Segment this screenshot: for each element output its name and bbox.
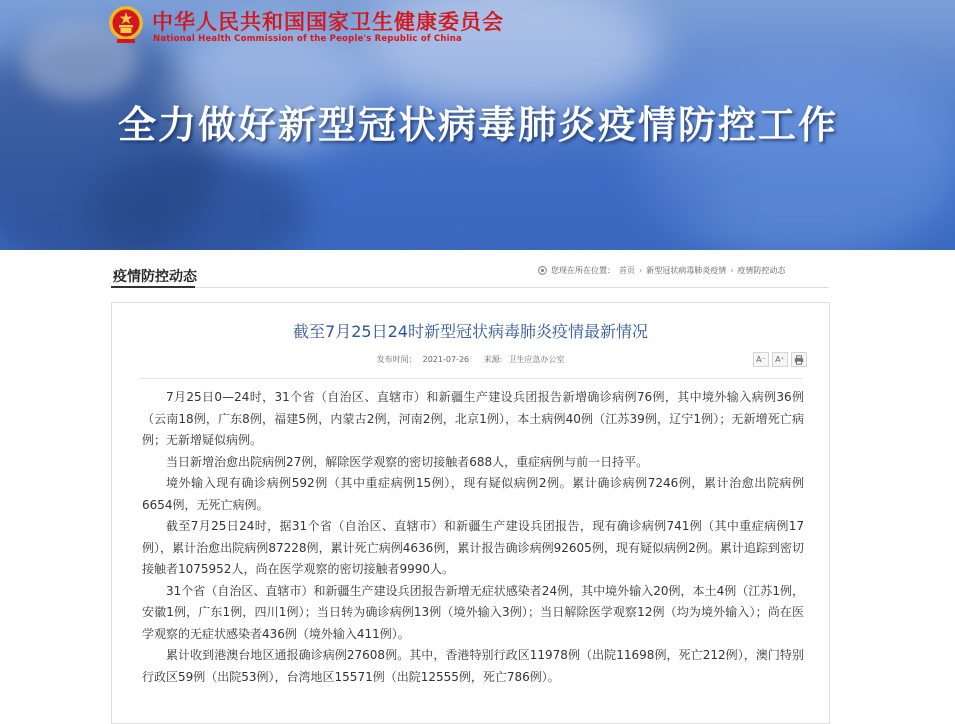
breadcrumb-item-home[interactable]: 首页: [619, 266, 635, 275]
article-card: [111, 302, 830, 724]
publish-date: 2021-07-26: [422, 355, 470, 364]
article-source: [481, 355, 568, 364]
publish-label: 发布时间：: [376, 355, 417, 364]
article-divider: [140, 378, 802, 379]
font-smaller-button[interactable]: A⁻: [753, 352, 769, 367]
breadcrumb-prefix: 您现在所在位置：: [551, 266, 615, 275]
printer-icon: [794, 355, 804, 365]
breadcrumb-item-covid[interactable]: 新型冠状病毒肺炎疫情: [646, 266, 727, 275]
location-icon: [538, 266, 547, 275]
article-paragraph: 31个省（自治区、直辖市）和新疆生产建设兵团报告新增无症状感染者24例，其中境外输入20例，本土4例（江苏1例，安徽1例，广东1例，四川1例）；当日转为确诊病例13例（境外输入3例）；当日解除医学观察12例（均为境外输入）；尚在医学观察的无症状感染者436例（境外输入411例）。: [142, 583, 804, 641]
article-meta: [112, 354, 829, 365]
banner-title: 全力做好新型冠状病毒肺炎疫情防控工作: [118, 103, 839, 147]
breadcrumb: [538, 265, 785, 276]
source-label: 来源:: [483, 355, 503, 364]
article-paragraph: 截至7月25日24时，据31个省（自治区、直辖市）和新疆生产建设兵团报告，现有确诊病例741例（其中重症病例17例），累计治愈出院病例87228例，累计死亡病例4636例，累计报告确诊病例92605例，现有疑似病例2例。累计追踪到密切接触者1075952人，尚在医学观察的密切接触者9990人。: [142, 519, 804, 576]
breadcrumb-separator: ›: [639, 266, 643, 275]
article-paragraph: 7月25日0—24时，31个省（自治区、直辖市）和新疆生产建设兵团报告新增确诊病例76例，其中境外输入病例36例（云南18例，广东8例，福建5例，内蒙古2例，河南2例，北京1例），本土病例40例（江苏39例，辽宁1例）；无新增死亡病例；无新增疑似病例。: [142, 390, 804, 447]
publish-time: [374, 355, 473, 364]
article-paragraph: 累计收到港澳台地区通报确诊病例27608例。其中，香港特别行政区11978例（出院11698例，死亡212例），澳门特别行政区59例（出院53例），台湾地区15571例（出院12555例，死亡786例）。: [142, 648, 804, 684]
org-name-cn[interactable]: 中华人民共和国国家卫生健康委员会: [152, 10, 504, 34]
section-title-underline: [111, 286, 195, 288]
source-value: 卫生应急办公室: [508, 355, 565, 364]
section-title[interactable]: 疫情防控动态: [113, 269, 197, 285]
article-tools: [753, 352, 807, 367]
org-name-en: National Health Commission of the People's Republic of China: [153, 34, 462, 44]
article-title: 截至7月25日24时新型冠状病毒肺炎疫情最新情况: [293, 322, 648, 341]
national-emblem-icon: [107, 4, 145, 46]
header-banner: [0, 0, 955, 250]
section-divider: [111, 287, 829, 288]
article-paragraph: 境外输入现有确诊病例592例（其中重症病例15例），现有疑似病例2例。累计确诊病例7246例，累计治愈出院病例6654例，无死亡病例。: [142, 476, 804, 512]
print-button[interactable]: [791, 352, 807, 367]
article-body: [142, 387, 804, 688]
breadcrumb-separator: ›: [730, 266, 734, 275]
article-paragraph: 当日新增治愈出院病例27例，解除医学观察的密切接触者688人，重症病例与前一日持平。: [166, 454, 649, 469]
font-larger-button[interactable]: A⁺: [772, 352, 788, 367]
breadcrumb-item-current[interactable]: 疫情防控动态: [737, 266, 786, 275]
